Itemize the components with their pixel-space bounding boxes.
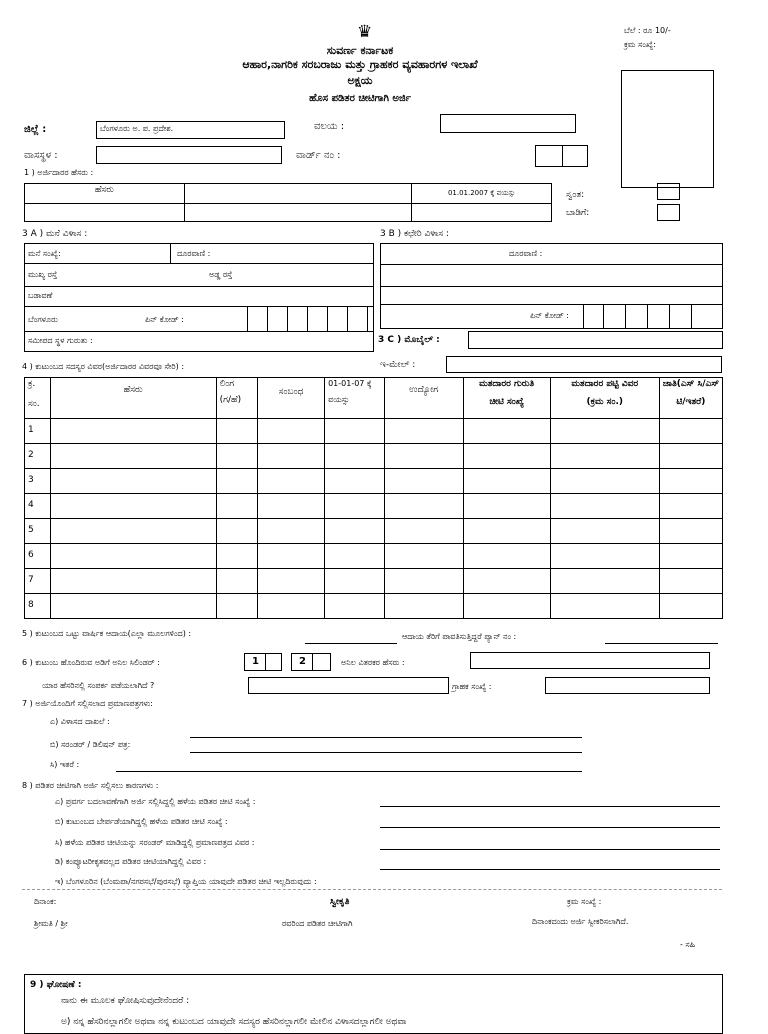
header-line2: ಆಹಾರ,ನಾಗರಿಕ ಸರಬರಾಜು ಮತ್ತು ಗ್ರಾಹಕರ ವ್ಯವಹಾರಗಳ ಇಲಾಖೆ	[242, 58, 478, 71]
house-no-label: ಮನೆ ಸಂಖ್ಯೆ:	[28, 249, 61, 258]
district-field[interactable]	[96, 121, 285, 139]
cut-line-divider	[22, 889, 722, 890]
reason-b-label: ಬಿ) ಕುಟುಂಬದ ಬೇರ್ಪಡೆಯಾಗಿದ್ದಲ್ಲಿ ಹಳೆಯ ಪಡಿತರ ಚೀಟಿ ಸಂಖ್ಯೆ :	[55, 817, 228, 826]
col-sex1: ಲಿಂಗ	[219, 379, 235, 389]
table-row[interactable]	[25, 544, 723, 569]
home-address-box	[24, 243, 374, 352]
col-age2: ವಯಸ್ಸು	[328, 395, 350, 404]
family-members-table	[24, 377, 723, 619]
income-field[interactable]	[305, 643, 397, 644]
name-col-header: ಹೆಸರು	[25, 184, 185, 204]
table-row[interactable]	[25, 444, 723, 469]
table-row[interactable]	[25, 469, 723, 494]
office-address-box	[380, 243, 723, 329]
row-number: 3	[25, 469, 51, 494]
ack-applicant-label: ಶ್ರೀಮತಿ / ಶ್ರೀ	[34, 919, 68, 928]
office-pin-label: ಪಿನ್ ಕೋಡ್ :	[530, 311, 569, 320]
col-job: ಉದ್ಯೋಗ	[409, 385, 439, 395]
col-voterlist2: (ಕ್ರಮ ಸಂ.)	[586, 397, 623, 407]
serial-label: ಕ್ರಮ ಸಂಖ್ಯೆ:	[624, 40, 656, 49]
cert-other-label: ಸಿ) ಇತರೆ :	[50, 760, 80, 769]
income-label: 5 ) ಕುಟುಂಬದ ಒಟ್ಟು ವಾರ್ಷಿಕ ಆದಾಯ(ಎಲ್ಲಾ ಮೂಲಗಳಿಂದ) :	[22, 629, 192, 638]
cert-address-field[interactable]	[190, 737, 582, 738]
reason-d-label: ಡಿ) ಕಂಪ್ಯೂಟರೀಕೃತವಲ್ಲದ ಪಡಿತರ ಚೀಟಿಯಾಗಿದ್ದಲ್ಲಿ ವಿವರ :	[55, 857, 207, 866]
table-row[interactable]	[25, 569, 723, 594]
circle-field[interactable]	[440, 114, 576, 133]
family-members-label: 4 ) ಕುಟುಂಬದ ಸದಸ್ಯರ ವಿವರ(ಅರ್ಜಿದಾರರ ವಿವರವೂ ಸೇರಿ) :	[22, 362, 185, 371]
col-name: ಹೆಸರು	[123, 385, 143, 395]
consumer-no-field[interactable]	[545, 677, 710, 694]
declaration-label: 9 ) ಘೋಷಣೆ :	[30, 980, 82, 990]
connection-owner-field[interactable]	[248, 677, 449, 694]
col-sl2: ಸಂ.	[28, 399, 40, 409]
cross-road-label: ಅಡ್ಡ ರಸ್ತೆ	[209, 270, 233, 279]
own-checkbox[interactable]	[657, 183, 680, 200]
mobile-label: 3 C ) ಮೊಬೈಲ್ :	[378, 335, 440, 345]
header-line3: ಅಕ್ಷಯ	[347, 74, 373, 87]
landmark-label: ಸಮೀಪದ ಸ್ಥಳ ಗುರುತು :	[28, 336, 93, 345]
cylinder-option-1-label: 1	[252, 656, 259, 667]
ack-from-label: ರವರಿಂದ ಪಡಿತರ ಚೀಟಿಗಾಗಿ	[282, 919, 353, 928]
col-caste1: ಜಾತಿ(ಎಸ್ ಸಿ/ಎಸ್	[662, 379, 719, 389]
own-label: ಸ್ವಂತ:	[566, 190, 585, 200]
photo-box[interactable]	[621, 70, 714, 188]
reason-c-label: ಸಿ) ಹಳೆಯ ಪಡಿತರ ಚೀಟಿಯನ್ನು ಸರಂಡರ್ ಮಾಡಿದ್ದಲ್ಲಿ ಪ್ರಮಾಣಪತ್ರದ ವಿವರ :	[55, 838, 255, 847]
pan-field[interactable]	[605, 643, 718, 644]
age-field[interactable]	[412, 204, 552, 222]
ack-date-label: ದಿನಾಂಕ:	[34, 897, 57, 906]
residence-field[interactable]	[96, 146, 282, 164]
mobile-field[interactable]	[468, 331, 723, 349]
reason-a-label: ಎ) ಪ್ರವರ್ಗ ಬದಲಾವಣೆಗಾಗಿ ಅರ್ಜಿ ಸಲ್ಲಿಸಿದ್ದಲ್ಲಿ ಹಳೆಯ ಪಡಿತರ ಚೀಟಿ ಸಂಖ್ಯೆ :	[55, 797, 256, 806]
reason-a-field[interactable]	[380, 806, 720, 807]
reasons-label: 8 ) ಪಡಿತರ ಚೀಟಿಗಾಗಿ ಅರ್ಜಿ ಸಲ್ಲಿಸಲು ಕಾರಣಗಳು :	[22, 781, 159, 790]
cylinder-label: 6 ) ಕುಟುಂಬ ಹೊಂದಿರುವ ಅಡಿಗೆ ಅನಿಲ ಸಿಲಿಂಡರ್ :	[22, 658, 160, 667]
district-value: ಬೆಂಗಳೂರು ಅ. ಪ. ಪ್ರದೇಶ.	[100, 124, 174, 133]
cert-surrender-field[interactable]	[190, 752, 582, 753]
consumer-no-label: ಗ್ರಾಹಕ ಸಂಖ್ಯೆ :	[452, 682, 492, 691]
row-number: 4	[25, 494, 51, 519]
header-line1: ಸುವರ್ಣ ಕರ್ನಾಟಕ	[326, 44, 394, 57]
gas-dealer-field[interactable]	[470, 652, 710, 669]
table-row[interactable]	[25, 494, 723, 519]
cylinder-option-2-label: 2	[299, 656, 306, 667]
cert-address-label: ಎ) ವಿಳಾಸದ ದಾಖಲೆ :	[50, 717, 110, 726]
col-voterid2: ಚೀಟಿ ಸಂಖ್ಯೆ	[489, 397, 524, 407]
col-sex2: (ಗ/ಹೆ)	[219, 395, 242, 405]
applicant-name-label: 1 ) ಅರ್ಜಿದಾರರ ಹೆಸರು :	[24, 168, 94, 177]
main-road-label: ಮುಖ್ಯ ರಸ್ತೆ	[28, 270, 58, 279]
col-sl1: ಕ್ರ.	[28, 379, 36, 389]
fee-label: ಬೆಲೆ : ರೂ 10/-	[624, 26, 671, 35]
row-number: 8	[25, 594, 51, 619]
cylinder-option-1[interactable]	[244, 653, 282, 671]
col-relation: ಸಂಬಂಧ	[278, 387, 304, 397]
name-field[interactable]	[184, 184, 411, 204]
col-voterid1: ಮತದಾರರ ಗುರುತಿ	[479, 379, 535, 389]
row-number: 7	[25, 569, 51, 594]
home-pin-label: ಪಿನ್ ಕೋಡ್ :	[145, 315, 184, 324]
emblem-icon: ♛	[357, 22, 373, 42]
circle-label: ವಲಯ :	[314, 121, 345, 132]
name-field-3[interactable]	[184, 204, 411, 222]
email-field[interactable]	[446, 356, 722, 373]
ack-signature-label: - ಸಹಿ	[680, 940, 696, 949]
cert-other-field[interactable]	[116, 771, 582, 772]
ack-accepted-label: ದಿನಾಂಕದಂದು ಅರ್ಜಿ ಸ್ವೀಕರಿಸಲಾಗಿದೆ.	[532, 917, 629, 926]
declaration-line1: ನಾನು ಈ ಮೂಲಕ ಘೋಷಿಸುವುದೇನೆಂದರೆ :	[61, 996, 190, 1006]
applicant-name-table	[24, 183, 552, 222]
certificates-label: 7 ) ಅರ್ಜಿಯೊಂದಿಗೆ ಸಲ್ಲಿಸಲಾದ ಪ್ರಮಾಣಪತ್ರಗಳು:	[22, 699, 153, 708]
ack-title: ಸ್ವೀಕೃತಿ	[330, 897, 350, 907]
office-phone-label: ದೂರವಾಣಿ :	[509, 249, 543, 258]
row-number: 1	[25, 419, 51, 444]
ack-serial-label: ಕ್ರಮ ಸಂಖ್ಯೆ :	[567, 897, 602, 906]
reason-e-label: ಇ) ಬೆಂಗಳೂರಿನ (ಬೆಂಮಪಾ/ನಗರಸಭೆ/ಪುರಸಭೆ) ವ್ಯಾಪ್ತಿಯ ಯಾವುದೇ ಪಡಿತರ ಚೀಟಿ ಇಲ್ಲದಿರುವುದು :	[55, 877, 317, 886]
residence-label: ವಾಸಸ್ಥಳ :	[24, 150, 58, 161]
cylinder-option-2[interactable]	[291, 653, 331, 671]
gas-dealer-label: ಅನಿಲ ವಿತರಕರ ಹೆಸರು :	[341, 658, 405, 667]
home-address-label: 3 A ) ಮನೆ ವಿಳಾಸ :	[22, 229, 88, 239]
table-row[interactable]	[25, 594, 723, 619]
rent-checkbox[interactable]	[657, 204, 680, 221]
city-label: ಬೆಂಗಳೂರು	[28, 315, 58, 324]
age-col-header: 01.01.2007 ಕ್ಕೆ ವಯಸ್ಸು	[412, 184, 552, 204]
table-row[interactable]	[25, 419, 723, 444]
declaration-box	[24, 974, 723, 1034]
email-label: ಇ-ಮೇಲ್ :	[380, 360, 416, 370]
connection-owner-label: ಯಾರ ಹೆಸರಿನಲ್ಲಿ ಸಂಪರ್ಕ ಪಡೆಯಲಾಗಿದೆ ?	[42, 681, 155, 690]
row-number: 6	[25, 544, 51, 569]
office-address-label: 3 B ) ಕಛೇರಿ ವಿಳಾಸ :	[380, 229, 450, 239]
col-caste2: ಟಿ/ಇತರೆ)	[676, 397, 706, 407]
reason-b-field[interactable]	[380, 827, 720, 828]
table-row[interactable]	[25, 519, 723, 544]
col-age1: 01-01-07 ಕ್ಕೆ	[328, 379, 372, 388]
row-number: 2	[25, 444, 51, 469]
rent-label: ಬಾಡಿಗೆ:	[566, 208, 590, 218]
office-pin-boxes[interactable]	[583, 304, 693, 328]
declaration-line2: ಅ) ನನ್ನ ಹೆಸರಿನಲ್ಲಾಗಲೀ ಅಥವಾ ನನ್ನ ಕುಟುಂಬದ ಯಾವುದೇ ಸದಸ್ಯರ ಹೆಸರಿನಲ್ಲಾಗಲೀ ಮೇಲಿನ ವಿಳಾಸದಲ್ಲಾಗಲೀ ಅಥವಾ	[61, 1017, 407, 1027]
name-field-2[interactable]	[25, 204, 185, 222]
reason-d-field[interactable]	[380, 869, 720, 870]
col-voterlist1: ಮತದಾರರ ಪಟ್ಟಿ ವಿವರ	[571, 379, 639, 389]
home-phone-label: ದೂರವಾಣಿ :	[177, 249, 211, 258]
reason-c-field[interactable]	[380, 849, 720, 850]
cert-surrender-label: ಬಿ) ಸರಂಡರ್ / ಡಿಲಿಷನ್ ಪತ್ರ:	[50, 740, 131, 749]
home-pin-boxes[interactable]	[247, 307, 369, 331]
district-label: ಜಿಲ್ಲೆ :	[24, 124, 47, 135]
row-number: 5	[25, 519, 51, 544]
pan-label: ಆದಾಯ ತೆರಿಗೆ ಪಾವತಿಸುತ್ತಿದ್ದರೆ ಪ್ಯಾನ್ ನಂ :	[402, 632, 517, 641]
form-title: ಹೊಸ ಪಡಿತರ ಚೀಟಿಗಾಗಿ ಅರ್ಜಿ	[309, 93, 411, 104]
area-label: ಬಡಾವಣೆ	[28, 291, 53, 300]
ward-label: ವಾರ್ಡ್ ನಂ :	[296, 150, 341, 161]
ward-field[interactable]	[535, 145, 588, 167]
